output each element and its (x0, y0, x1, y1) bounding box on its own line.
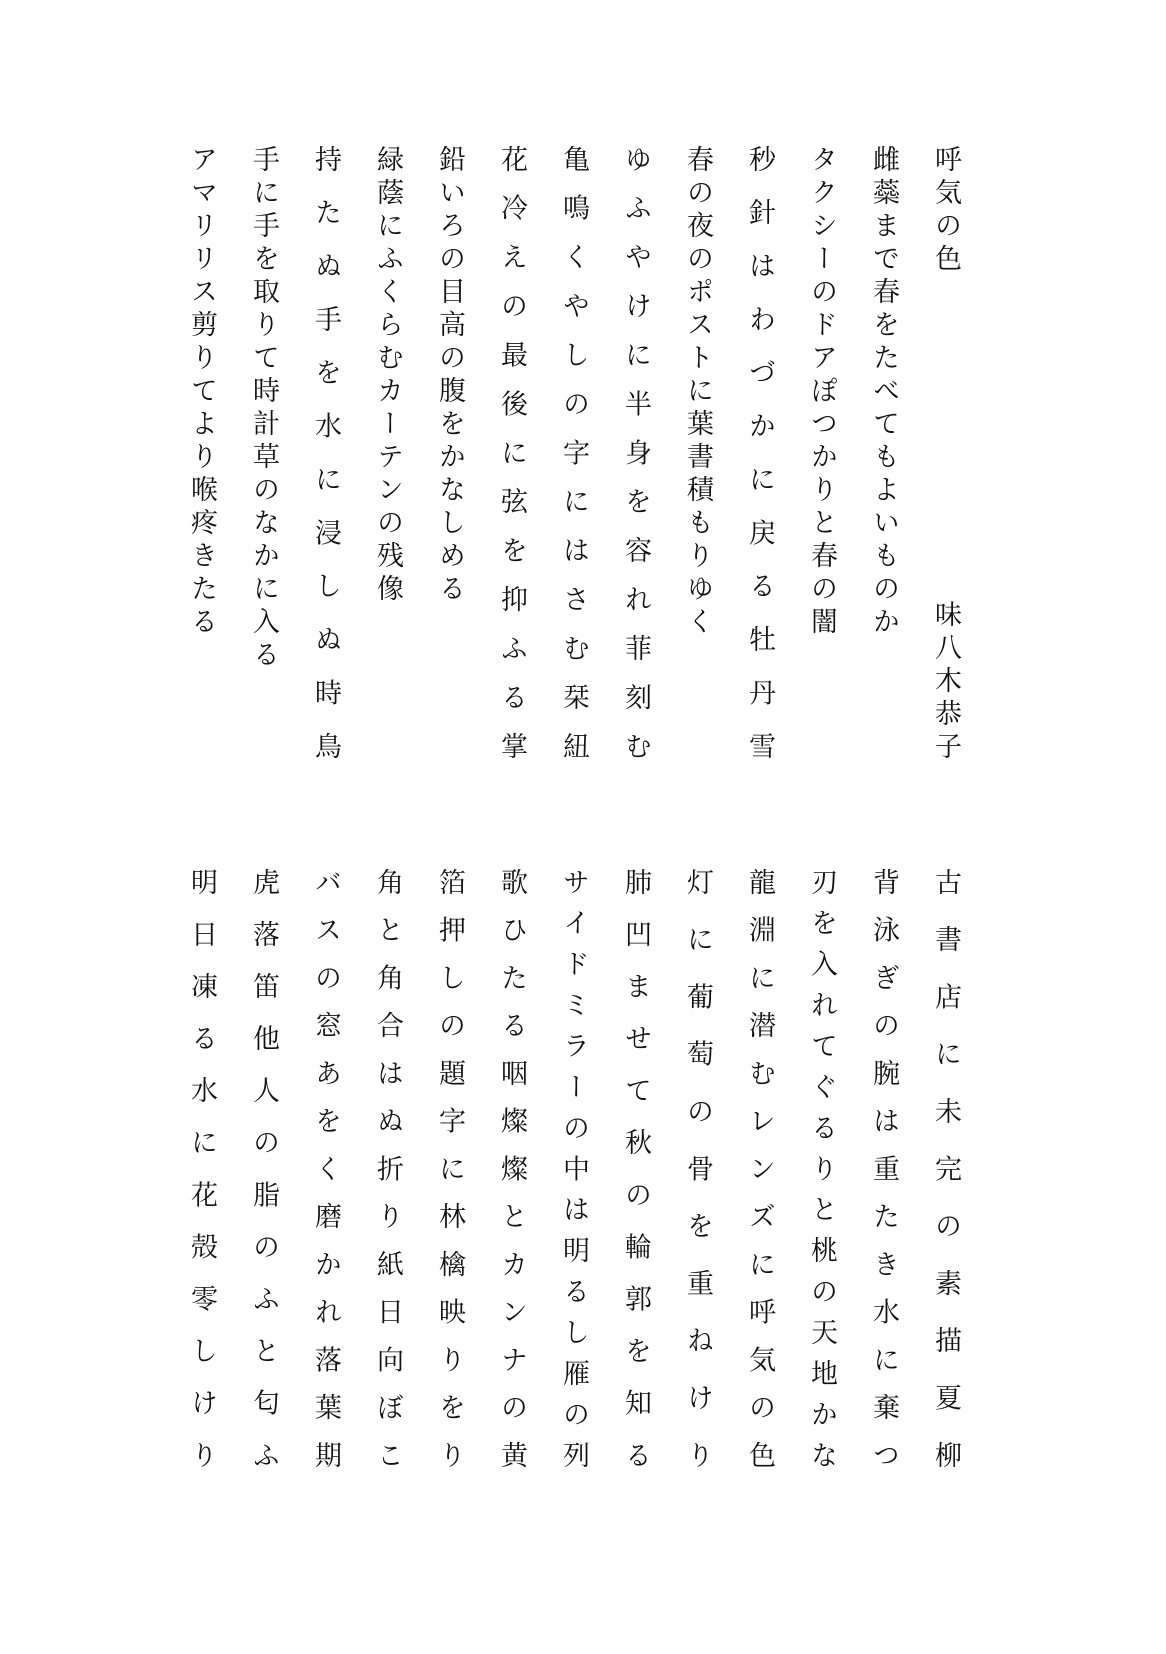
haiku-line: 刃を入れてぐるりと桃の天地かな (806, 868, 837, 1468)
haiku-block-1 (170, 145, 976, 765)
haiku-line: 亀鳴くやしの字にはさむ栞紐 (558, 145, 589, 765)
haiku-line: 持たぬ手を水に浸しぬ時鳥 (310, 145, 341, 765)
haiku-line: 箔押しの題字に林檎映りをり (434, 868, 465, 1468)
haiku-line: 角と角合はぬ折り紙日向ぼこ (372, 868, 403, 1468)
title: 呼気の色 (930, 145, 961, 277)
author: 味八木恭子 (930, 600, 961, 765)
haiku-line: 肺凹ませて秋の輪郭を知る (620, 868, 651, 1468)
title-author-column (914, 145, 976, 765)
haiku-line: 明日凍る水に花殻零しけり (186, 868, 217, 1468)
haiku-line: 虎落笛他人の脂のふと匂ふ (248, 868, 279, 1468)
haiku-line: アマリリス剪りてより喉疼きたる (186, 145, 217, 640)
haiku-line: 鉛いろの目高の腹をかなしめる (434, 145, 465, 607)
haiku-line: 花冷えの最後に弦を抑ふる掌 (496, 145, 527, 765)
haiku-line: 背泳ぎの腕は重たき水に棄つ (868, 868, 899, 1468)
haiku-line: 龍淵に潜むレンズに呼気の色 (744, 868, 775, 1468)
haiku-line: ゆふやけに半身を容れ菲刻む (620, 145, 651, 765)
haiku-line: タクシーのドアぽつかりと春の闇 (806, 145, 837, 640)
haiku-line: 手に手を取りて時計草のなかに入る (248, 145, 279, 673)
haiku-line: 歌ひたる咽燦燦とカンナの黄 (496, 868, 527, 1468)
haiku-line: サイドミラーの中は明るし雁の列 (558, 868, 589, 1468)
haiku-line: 古書店に未完の素描夏柳 (930, 868, 961, 1468)
haiku-line: 緑蔭にふくらむカーテンの残像 (372, 145, 403, 607)
haiku-line: 春の夜のポストに葉書積もりゆく (682, 145, 713, 640)
haiku-line: 秒針はわづかに戻る牡丹雪 (744, 145, 775, 765)
haiku-block-2 (170, 868, 976, 1468)
haiku-line: 雌蘂まで春をたべてもよいものか (868, 145, 899, 640)
haiku-line: 灯に葡萄の骨を重ねけり (682, 868, 713, 1468)
haiku-line: バスの窓あをく磨かれ落葉期 (310, 868, 341, 1468)
